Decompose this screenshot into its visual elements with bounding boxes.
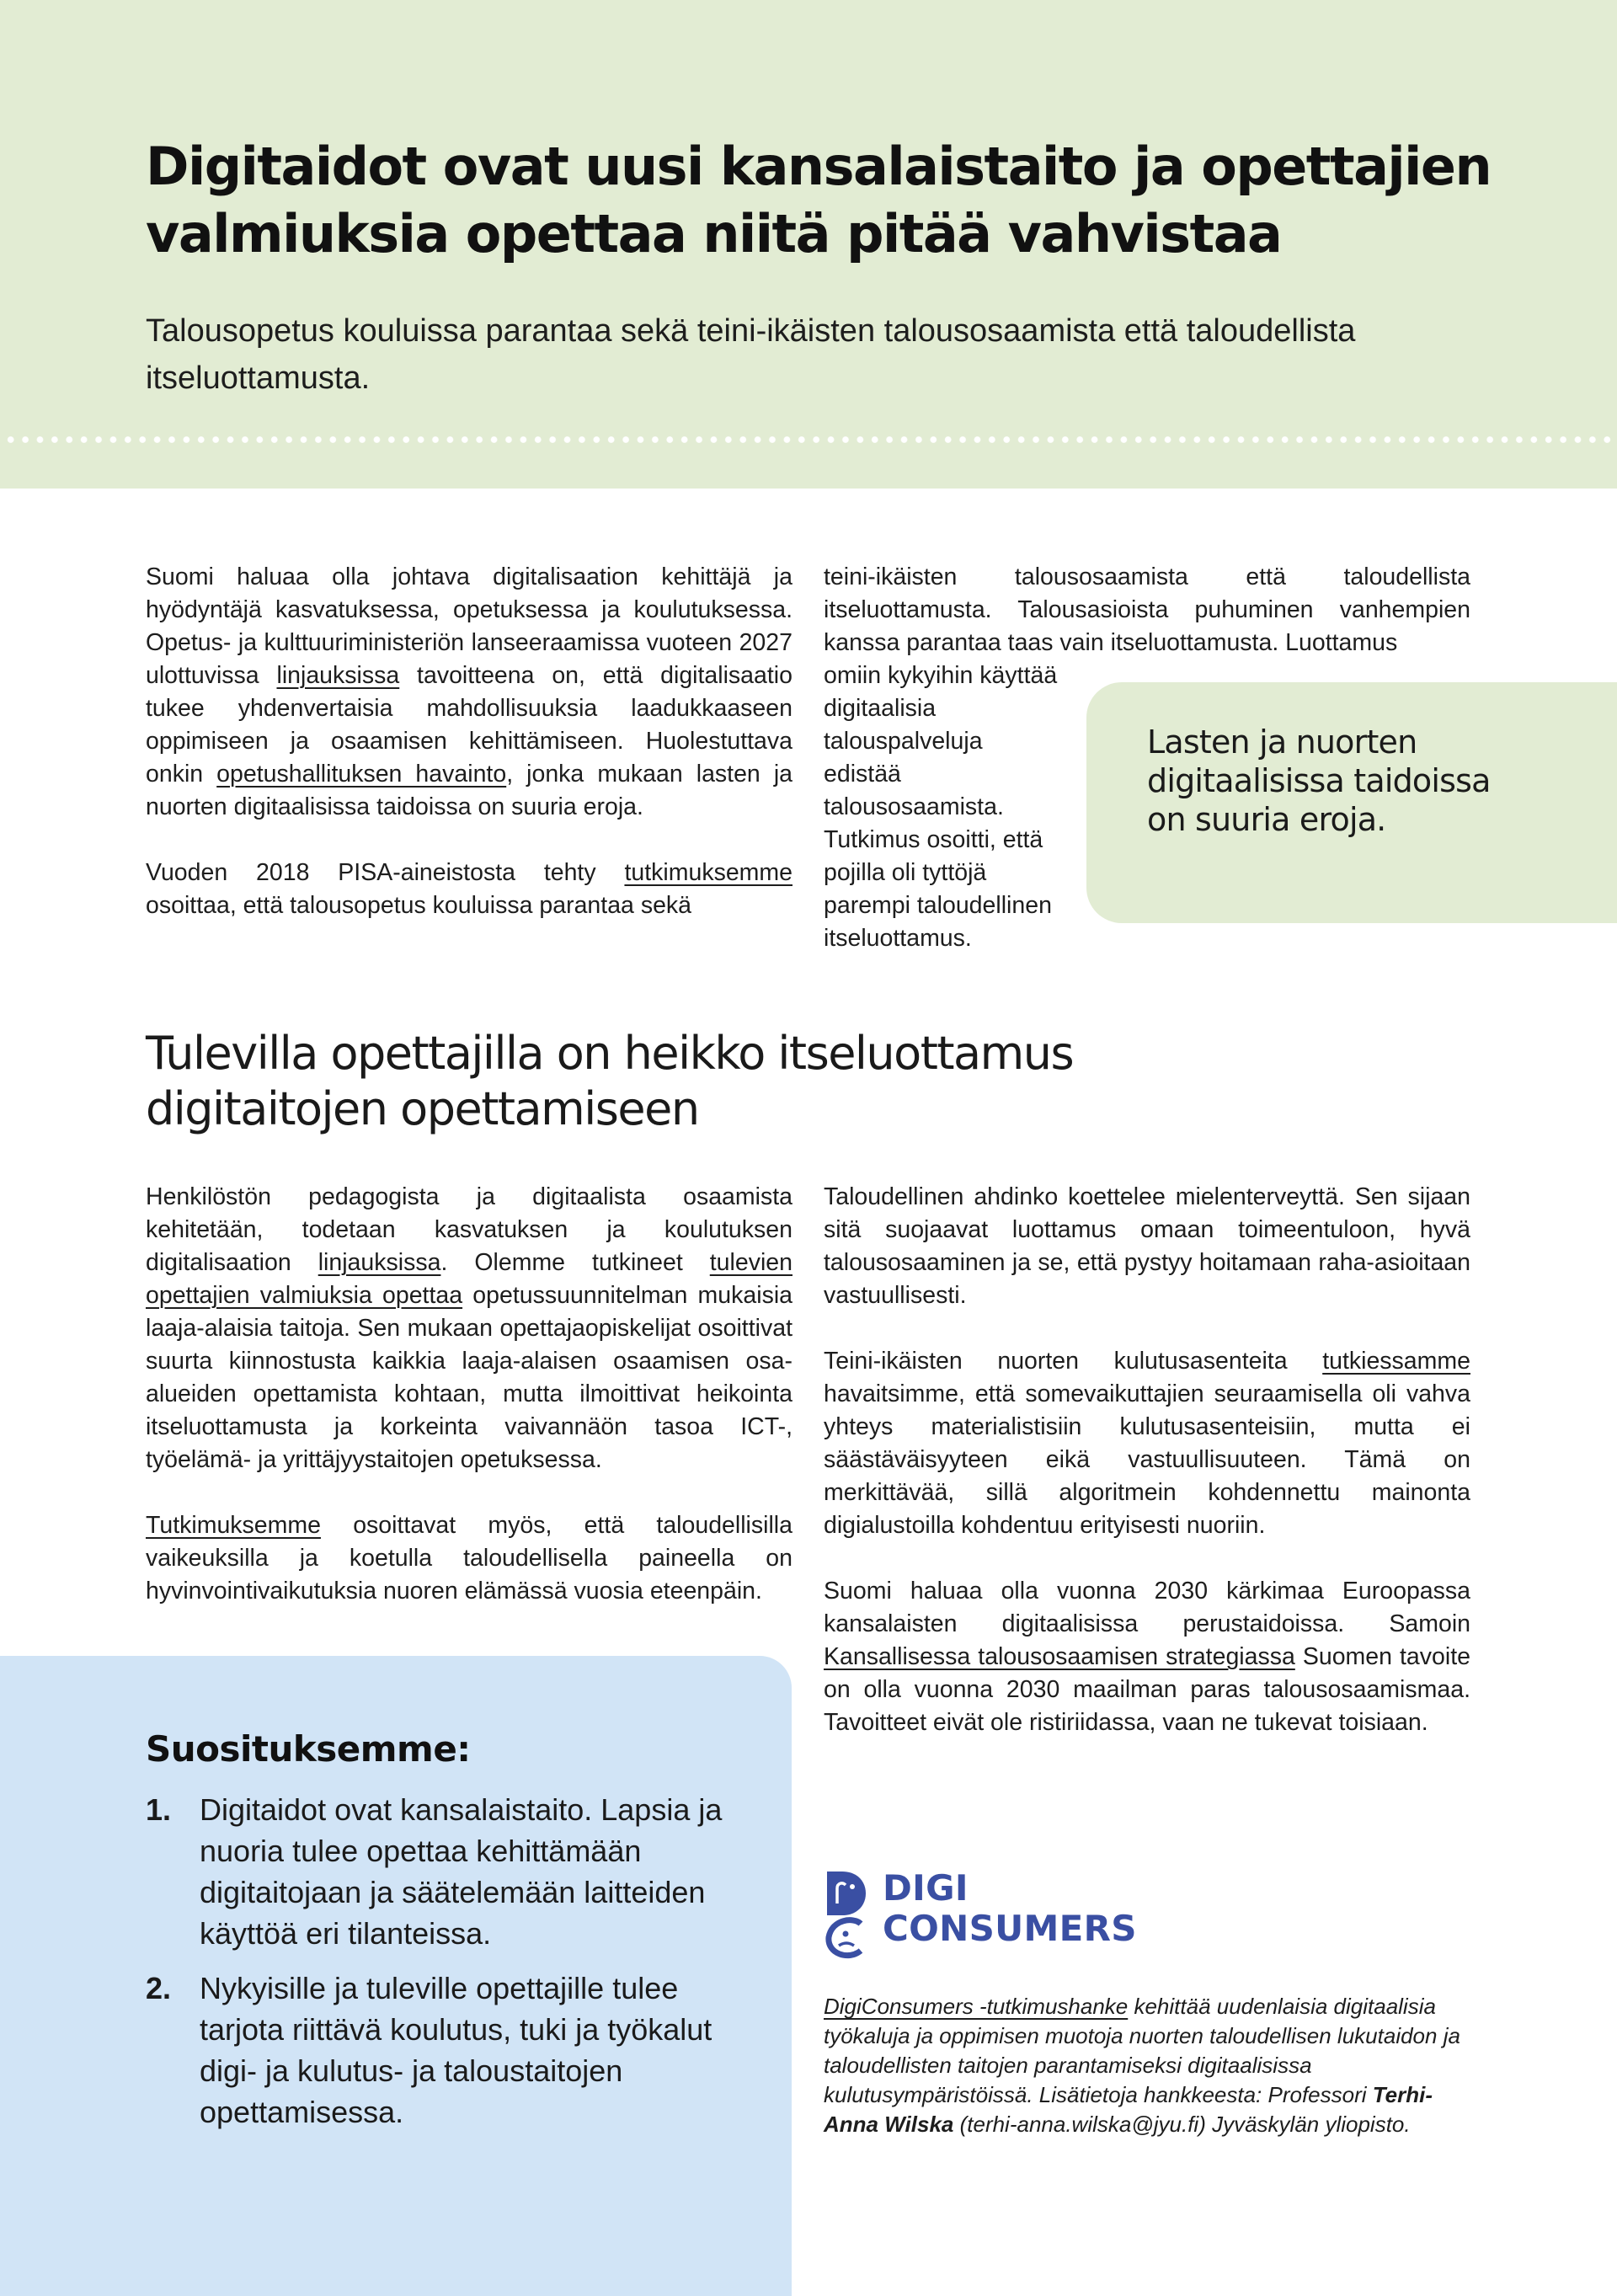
project-note: DigiConsumers -tutkimushanke kehittää uudenlaisia digitaalisia työkaluja ja oppimisen muotoja nuorten taloudellisen lukutaidon ja taloudellisten taitojen parantamiseksi digitaalisissa kulutusympäristöissä. Lisätietoja hankkeesta: Professori Terhi-Anna Wilska (terhi-anna.wilska@jyu.fi) Jyväskylän yliopisto. (824, 1994, 1460, 2137)
logo-text-consumers: CONSUMERS (883, 1908, 1137, 1949)
page-title: Digitaidot ovat uusi kansalaistaito ja opettajien valmiuksia opettaa niitä pitää vahvistaa (146, 136, 1492, 264)
item-text: Digitaidot ovat kansalaistaito. Lapsia ja nuoria tulee opettaa kehittämään digitaitojaan ja säätelemään laitteiden käyttöä eri tilanteissa. (200, 1792, 723, 1951)
logo-mark-icon (824, 1870, 869, 1962)
page-subtitle: Talousopetus kouluissa parantaa sekä teini-ikäisten talousosaamista että taloudellista itseluottamusta. (146, 313, 1356, 396)
paragraph: Tutkimuksemme osoittavat myös, että taloudellisilla vaikeuksilla ja koetulla taloudellisella paineella on hyvinvointivaikutuksia nuoren elämässä vuosia eteenpäin. (146, 1512, 792, 1605)
digiconsumers-logo (824, 1868, 1228, 1968)
item-number: 1. (146, 1792, 172, 1827)
paragraph: Vuoden 2018 PISA-aineistosta tehty tutkimuksemme osoittaa, että talousopetus kouluissa parantaa sekä (146, 859, 792, 919)
link-talousosaamisen-strategia[interactable]: Kansallisessa talousosaamisen strategiassa (824, 1643, 1295, 1670)
section2-column-right (824, 1181, 1470, 1739)
item-text: Nykyisille ja tuleville opettajille tulee tarjota riittävä koulutus, tuki ja työkalut digi- ja kulutus- ja taloustaitojen opettamisessa. (200, 1971, 712, 2129)
header-banner (0, 0, 1617, 489)
recommendations-box (0, 1656, 792, 2296)
pull-quote-box (1086, 682, 1617, 923)
paragraph: omiin kykyihin käyttää digitaalisia talouspalveluja edistää talousosaamista. Tutkimus osoitti, että pojilla oli tyttöjä parempi taloudellinen itseluottamus. (824, 662, 1058, 952)
section1-column-right-narrow (824, 659, 1065, 955)
logo-text-digi: DIGI (883, 1867, 969, 1909)
paragraph: Henkilöstön pedagogista ja digitaalista osaamista kehitetään, todetaan kasvatuksen ja koulutuksen digitalisaation linjauksissa. Olemme tutkineet tulevien opettajien valmiuksia opettaa opetussuunnitelman mukaisia laaja-alaisia taitoja. Sen mukaan opettajaopiskelijat osoittivat suurta kiinnostusta kaikkia laaja-alaisen osaamisen osa-alueiden opettamista kohtaan, mutta ilmoittivat heikointa itseluottamusta ja korkeinta vaivannäön tasoa ICT-, työelämä- ja yrittäjyystaitojen opetuksessa. (146, 1183, 792, 1473)
link-opetushallituksen-havainto[interactable]: opetushallituksen havainto (216, 761, 507, 788)
paragraph: Suomi haluaa olla vuonna 2030 kärkimaa Euroopassa kansalaisten digitaalisissa perustaidoissa. Samoin Kansallisessa talousosaamisen strategiassa Suomen tavoite on olla vuonna 2030 maailman paras talousosaamismaa. Tavoitteet eivät ole ristiriidassa, vaan ne tukevat toisiaan. (824, 1578, 1470, 1736)
section2-column-left (146, 1181, 792, 1608)
section1-column-left (146, 561, 792, 922)
link-digiconsumers[interactable]: DigiConsumers -tutkimushanke (824, 1994, 1129, 2019)
link-linjauksissa-2[interactable]: linjauksissa (318, 1249, 441, 1276)
section-heading: Tulevilla opettajilla on heikko itseluottamus digitaitojen opettamiseen (146, 1027, 1074, 1135)
paragraph: teini-ikäisten talousosaamista että taloudellista itseluottamusta. Talousasioista puhuminen vanhempien kanssa parantaa taas vain itseluottamusta. Luottamus (824, 563, 1470, 656)
link-linjauksissa[interactable]: linjauksissa (276, 662, 400, 689)
dotted-divider (0, 435, 1617, 445)
pull-quote: Lasten ja nuorten digitaalisissa taidoissa on suuria eroja. (1147, 724, 1491, 838)
section1-column-right (824, 561, 1470, 659)
recommendations-title: Suosituksemme: (146, 1728, 471, 1770)
paragraph: Suomi haluaa olla johtava digitalisaation kehittäjä ja hyödyntäjä kasvatuksessa, opetuksessa ja koulutuksessa. Opetus- ja kulttuuriministeriön lanseeraamissa vuoteen 2027 ulottuvissa linjauksissa tavoitteena on, että digitalisaatio tukee yhdenvertaisia mahdollisuuksia laadukkaaseen oppimiseen ja osaamisen kehittämiseen. Huolestuttava onkin opetushallituksen havainto, jonka mukaan lasten ja nuorten digitaalisissa taidoissa on suuria eroja. (146, 563, 793, 820)
item-number: 2. (146, 1971, 172, 2005)
link-tulevien-opettajien[interactable]: tulevien opettajien valmiuksia opettaa (146, 1249, 792, 1309)
link-tutkimuksemme-2[interactable]: Tutkimuksemme (146, 1512, 321, 1539)
professor-name: Terhi-Anna Wilska (824, 2082, 1433, 2137)
paragraph: Taloudellinen ahdinko koettelee mielenterveyttä. Sen sijaan sitä suojaavat luottamus omaan toimeentuloon, hyvä talousosaaminen ja se, että pystyy hoitamaan raha-asioitaan vastuullisesti. (824, 1183, 1470, 1309)
link-tutkiessamme[interactable]: tutkiessamme (1322, 1348, 1470, 1375)
paragraph: Teini-ikäisten nuorten kulutusasenteita tutkiessamme havaitsimme, että somevaikuttajien seuraamisella oli vahva yhteys materialistisiin kulutusasenteisiin, mutta ei säästäväisyyteen eikä vastuullisuuteen. Tämä on merkittävää, sillä algoritmein kohdennettu mainonta digialustoilla kohdentuu erityisesti nuoriin. (824, 1348, 1470, 1539)
link-tutkimuksemme[interactable]: tutkimuksemme (624, 859, 792, 886)
